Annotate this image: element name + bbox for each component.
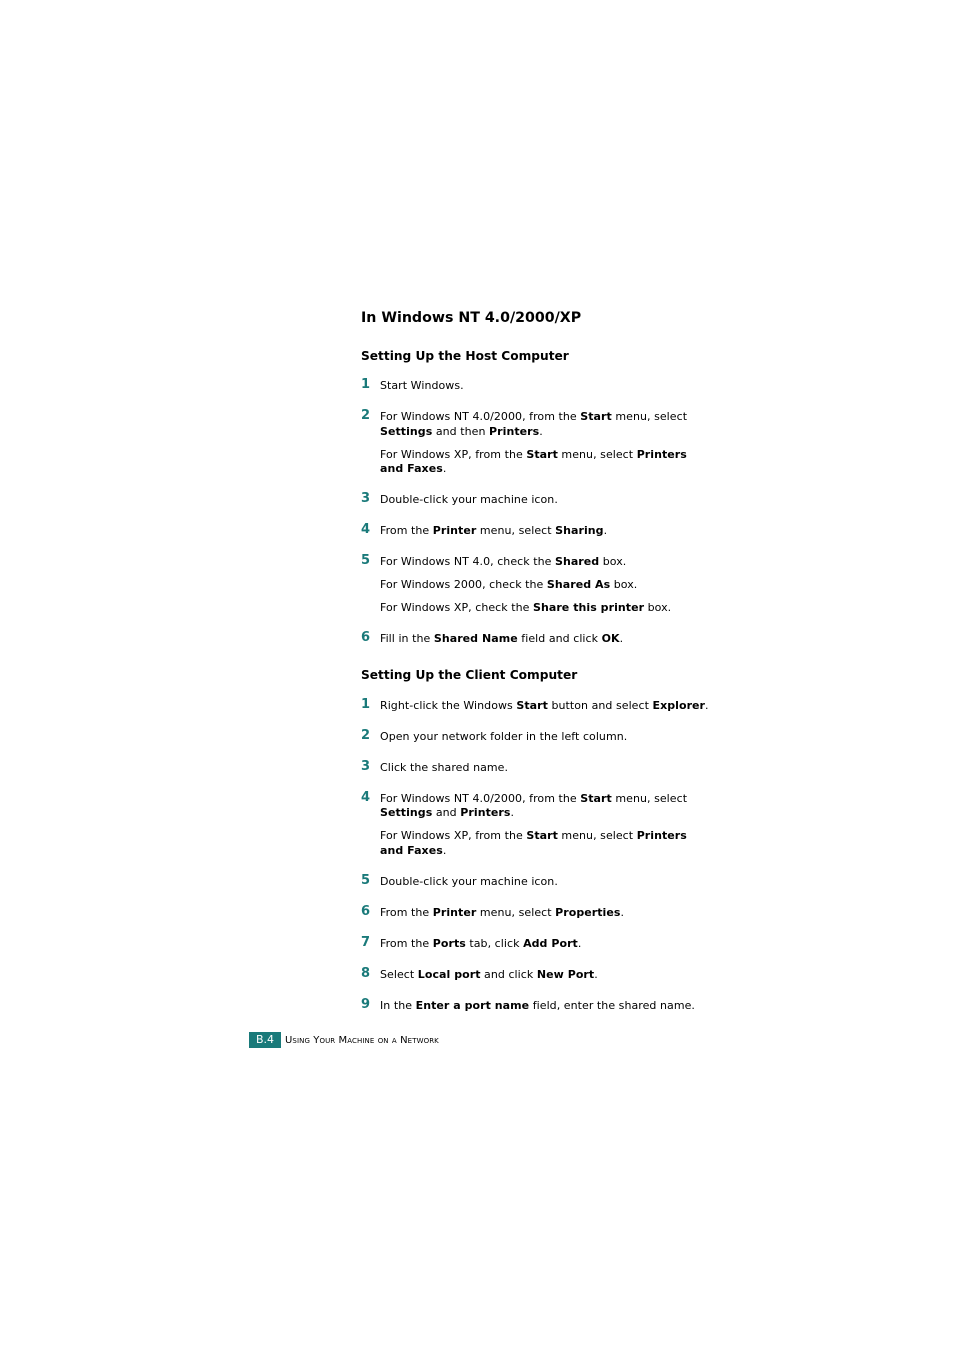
step-item (361, 758, 711, 776)
text-run: For Windows 2000, check the (380, 578, 547, 591)
step-text (380, 999, 711, 1014)
text-run: . (594, 967, 598, 981)
step-text (380, 699, 711, 714)
step-text (380, 792, 711, 821)
step-text (380, 578, 711, 593)
text-run: button and select (547, 698, 653, 712)
ui-term: Explorer (652, 698, 706, 712)
ui-term: Start (526, 447, 558, 461)
step-number: 3 (361, 758, 371, 774)
ui-term: Start (580, 410, 612, 423)
text-run: field and click (517, 632, 602, 645)
step-item (361, 789, 711, 859)
running-title: Using Your Machine on a Network (285, 1034, 439, 1046)
step-text (380, 632, 711, 647)
text-run: field, enter the shared name. (529, 998, 695, 1012)
ui-term: Printer (432, 905, 477, 919)
step-number: 2 (361, 408, 371, 423)
step-number: 9 (361, 996, 371, 1012)
step-number: 5 (361, 553, 371, 568)
text-run: Double-click your machine icon. (380, 874, 558, 888)
text-run: . (577, 936, 582, 950)
text-run: . (510, 806, 515, 819)
ui-term: Ports (432, 936, 466, 950)
step-item (361, 493, 711, 508)
text-run: menu, select (476, 524, 556, 537)
step-text (380, 829, 711, 858)
step-text (380, 937, 711, 952)
ui-term: Local port (417, 967, 481, 981)
text-run: For Windows NT 4.0, check the (380, 555, 555, 568)
ui-term: Settings (380, 806, 433, 819)
text-run: From the (380, 524, 433, 537)
ui-term: Shared (554, 555, 600, 568)
step-number: 1 (361, 696, 371, 712)
text-run: Open your network folder in the left column. (380, 729, 628, 743)
text-run: menu, select (611, 410, 688, 423)
ui-term: Settings (380, 424, 433, 438)
text-run: For Windows XP, from the (380, 829, 527, 842)
client-computer-heading: Setting Up the Client Computer (361, 667, 578, 682)
step-text (380, 761, 711, 776)
text-run: tab, click (465, 936, 524, 950)
text-run: From the (380, 936, 433, 950)
ui-term: Enter a port name (415, 998, 530, 1012)
step-text (380, 410, 711, 439)
ui-term: Share this printer (533, 601, 645, 614)
ui-term: Start (526, 829, 558, 842)
step-item (361, 555, 711, 616)
section-heading: In Windows NT 4.0/2000/XP (361, 310, 582, 326)
step-item (361, 524, 711, 539)
text-run: menu, select (557, 447, 637, 461)
step-text (380, 555, 711, 570)
step-item (361, 934, 711, 952)
text-run: For Windows NT 4.0/2000, from the (380, 791, 581, 805)
step-text (380, 968, 711, 983)
step-number: 4 (361, 522, 371, 537)
text-run: From the (380, 905, 433, 919)
step-item (361, 903, 711, 921)
client-steps-list (361, 696, 711, 1014)
host-computer-heading: Setting Up the Host Computer (361, 349, 569, 363)
text-run: . (442, 462, 447, 475)
step-text (380, 875, 711, 890)
step-number: 4 (361, 789, 371, 805)
ui-term: Start (516, 698, 548, 712)
ui-term: Sharing (555, 524, 604, 537)
text-run: Double-click your machine icon. (380, 493, 558, 506)
step-text (380, 493, 711, 508)
step-item (361, 410, 711, 477)
text-run: . (442, 843, 447, 857)
text-run: box. (599, 555, 627, 568)
text-run: and (432, 806, 461, 819)
ui-term: Printers (460, 806, 511, 819)
step-text (380, 601, 711, 616)
step-number: 2 (361, 727, 371, 743)
step-item (361, 872, 711, 890)
ui-term: Printers and Faxes (380, 447, 687, 475)
step-item (361, 696, 711, 714)
ui-term: Printers and Faxes (380, 829, 687, 857)
ui-term: Shared As (546, 578, 611, 591)
step-number: 7 (361, 934, 371, 950)
page-number: B.4 (249, 1032, 281, 1048)
text-run: menu, select (476, 905, 556, 919)
host-steps-list (361, 379, 711, 647)
step-item (361, 996, 711, 1014)
ui-term: Start (580, 791, 612, 805)
text-run: . (620, 905, 625, 919)
ui-term: Shared Name (433, 632, 518, 645)
step-item (361, 632, 711, 647)
step-text (380, 448, 711, 477)
step-text (380, 524, 711, 539)
text-run: . (619, 632, 624, 645)
text-run: Select (380, 967, 418, 981)
page-footer (249, 1032, 439, 1048)
step-text (380, 730, 711, 745)
text-run: . (603, 524, 608, 537)
text-run: Click the shared name. (380, 760, 509, 774)
text-run: Fill in the (380, 632, 434, 645)
step-text (380, 906, 711, 921)
text-run: For Windows XP, check the (380, 601, 533, 614)
text-run: . (539, 424, 543, 438)
text-run: menu, select (557, 829, 637, 842)
step-number: 6 (361, 630, 371, 645)
step-number: 5 (361, 872, 371, 888)
ui-term: New Port (536, 967, 595, 981)
step-text (380, 379, 711, 394)
ui-term: Add Port (523, 936, 578, 950)
ui-term: Properties (555, 905, 621, 919)
text-run: box. (644, 601, 672, 614)
page-content (361, 308, 711, 1013)
text-run: . (705, 698, 709, 712)
text-run: and click (480, 967, 537, 981)
text-run: and then (432, 424, 490, 438)
text-run: For Windows XP, from the (380, 447, 527, 461)
step-item (361, 379, 711, 394)
text-run: For Windows NT 4.0/2000, from the (380, 410, 581, 423)
step-number: 1 (361, 377, 371, 392)
step-item (361, 965, 711, 983)
step-number: 6 (361, 903, 371, 919)
ui-term: Printers (489, 424, 540, 438)
text-run: Right-click the Windows (380, 698, 517, 712)
ui-term: Printer (432, 524, 477, 537)
step-item (361, 727, 711, 745)
text-run: menu, select (611, 791, 688, 805)
step-number: 3 (361, 491, 371, 506)
ui-term: OK (601, 632, 620, 645)
text-run: Start Windows. (380, 379, 464, 392)
text-run: box. (610, 578, 638, 591)
text-run: In the (380, 998, 416, 1012)
step-number: 8 (361, 965, 371, 981)
